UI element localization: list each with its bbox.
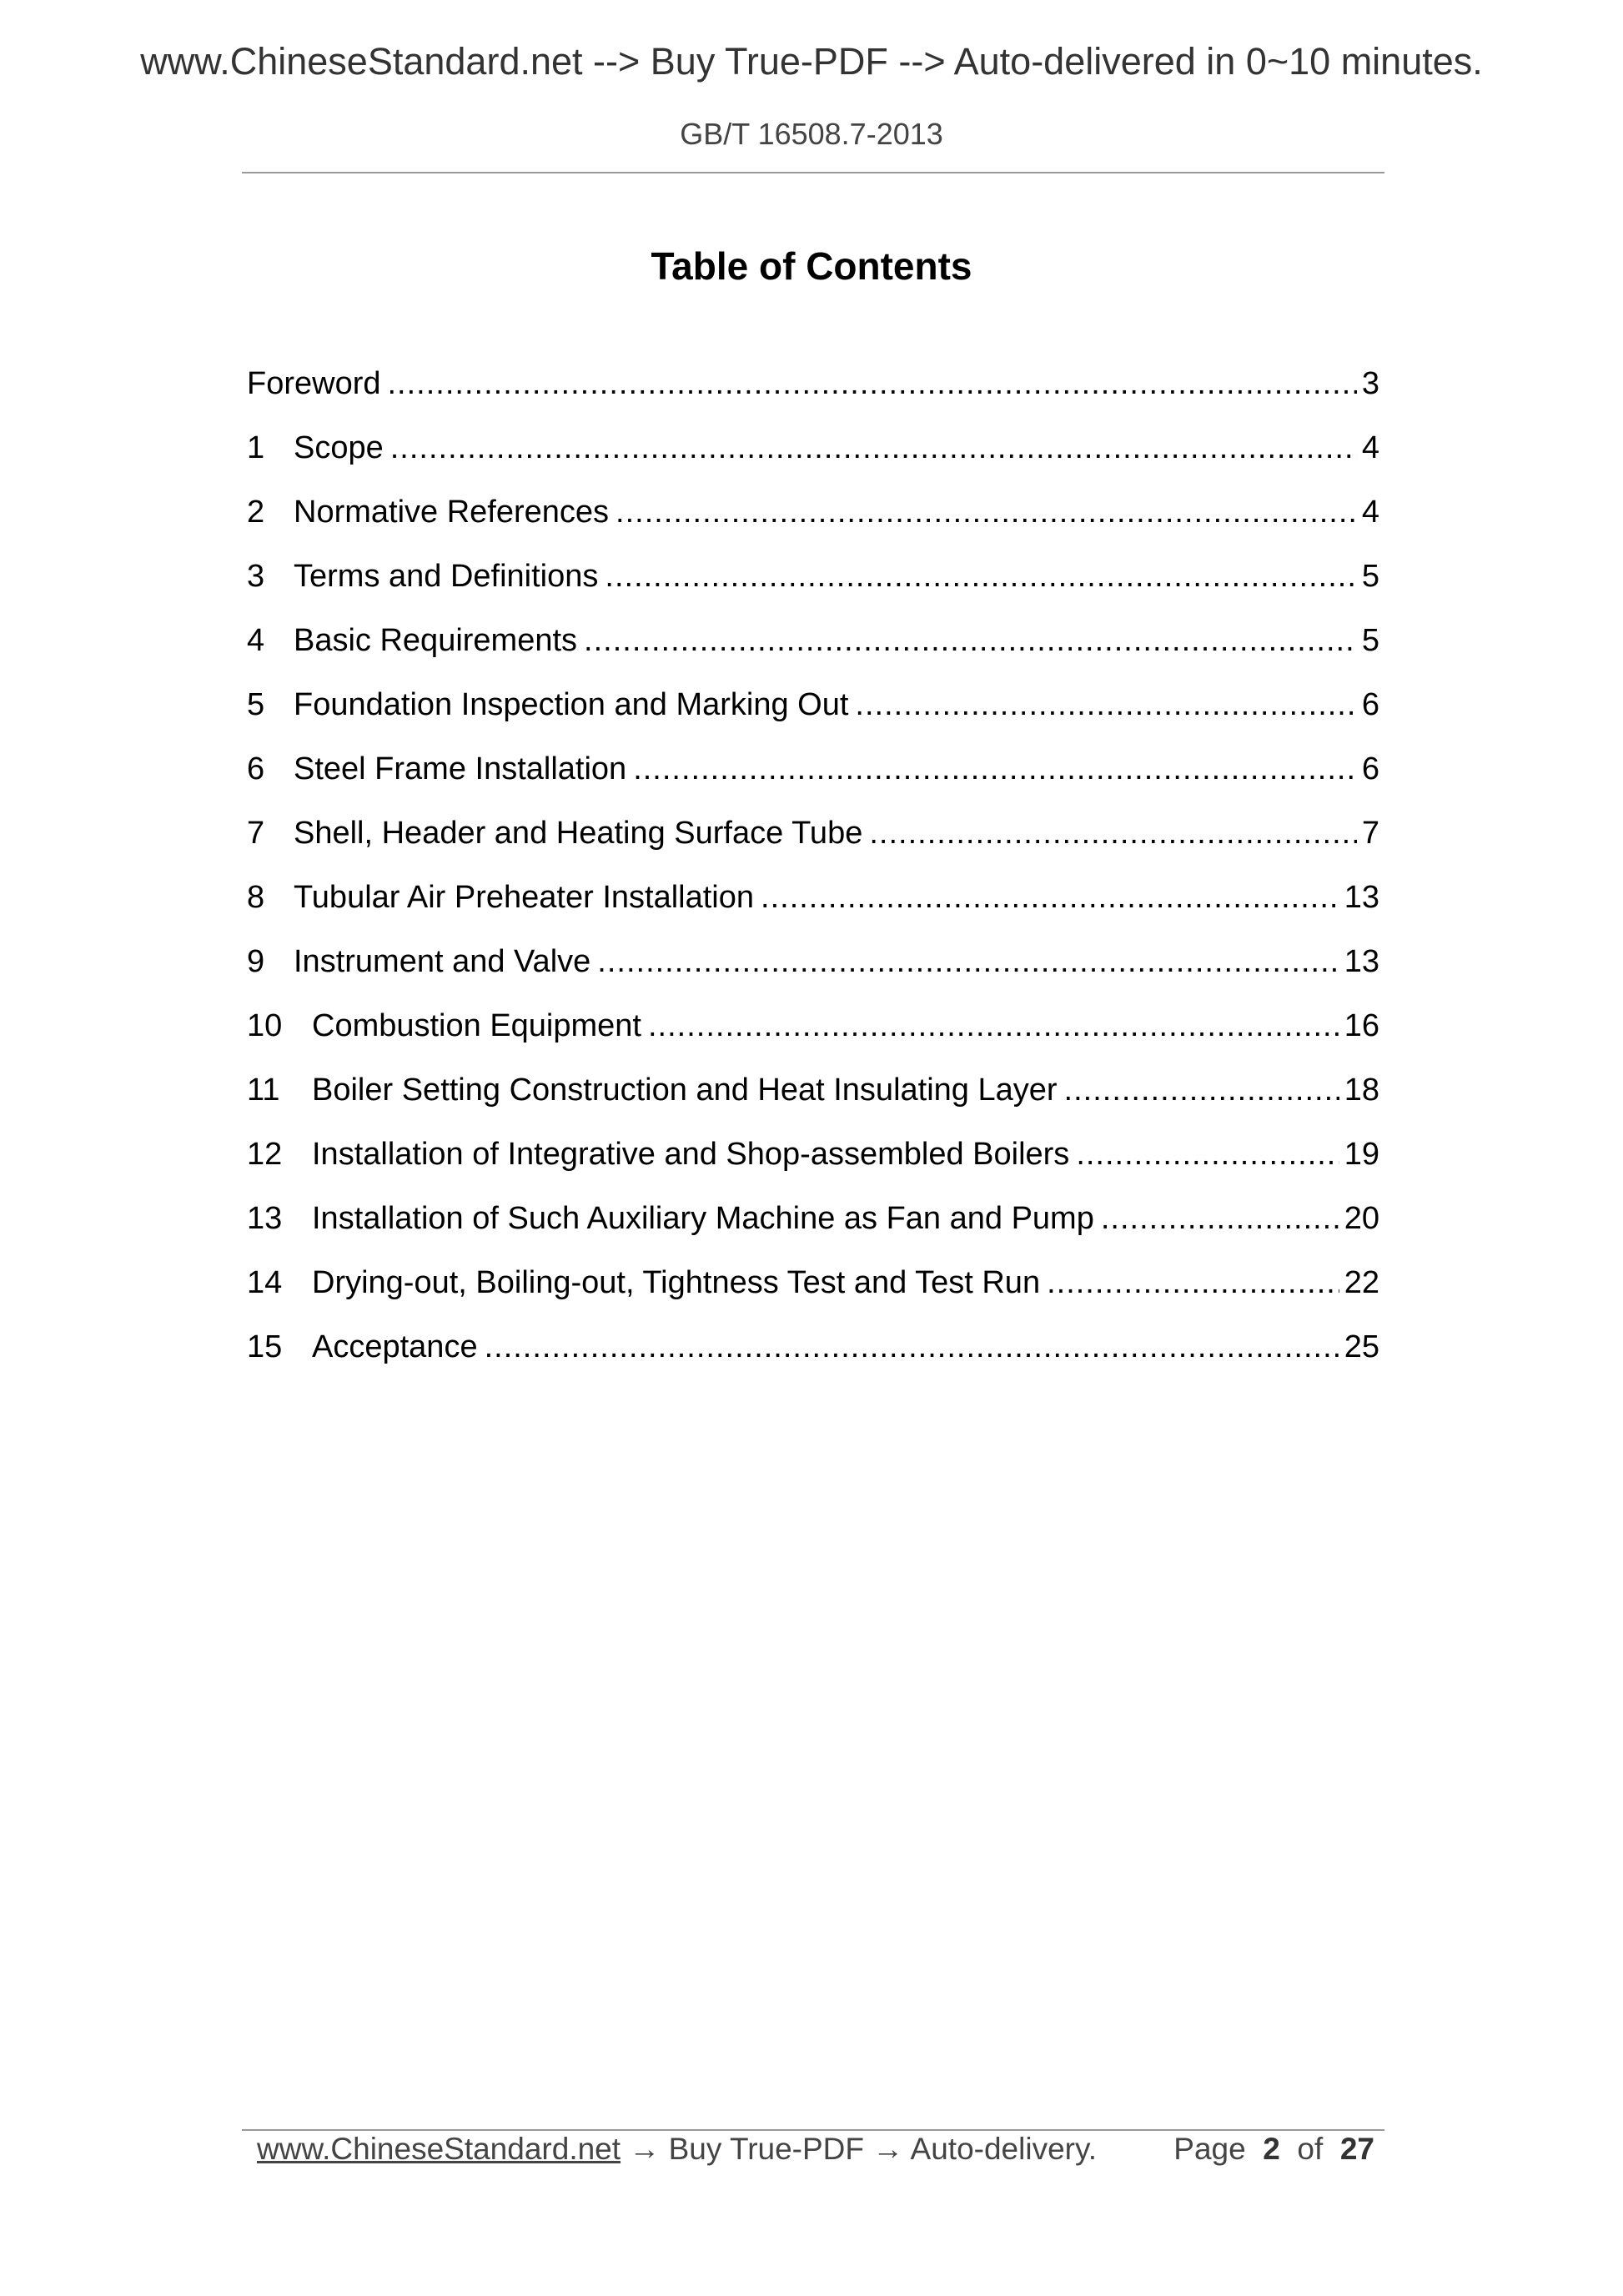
- toc-entry-number: 3: [247, 559, 265, 594]
- toc-entry[interactable]: [247, 1322, 1379, 1386]
- toc-entry-title: Boiler Setting Construction and Heat Insulating Layer: [312, 1073, 1058, 1108]
- toc-entry-title: Steel Frame Installation: [294, 751, 627, 786]
- toc-dot-leader: [1101, 1193, 1339, 1243]
- toc-entry-page: 20: [1344, 1201, 1379, 1236]
- toc-entry[interactable]: [247, 359, 1379, 423]
- toc-dot-leader: [485, 1322, 1339, 1372]
- footer-site-link[interactable]: www.ChineseStandard.net: [257, 2132, 621, 2166]
- toc-entry[interactable]: [247, 808, 1379, 872]
- toc-title: Table of Contents: [651, 244, 972, 288]
- toc-entry-page: 4: [1361, 495, 1379, 530]
- toc-entry-number: 9: [247, 944, 265, 979]
- toc-entry-title: Foundation Inspection and Marking Out: [294, 687, 849, 722]
- arrow-right-icon: →: [872, 2132, 904, 2166]
- toc-entry-title: Terms and Definitions: [294, 559, 599, 594]
- toc-entry-number: 10: [247, 1008, 283, 1043]
- toc-entry[interactable]: [247, 744, 1379, 808]
- toc-entry-title: Drying-out, Boiling-out, Tightness Test and Test Run: [312, 1265, 1041, 1300]
- toc-entry-number: 2: [247, 495, 265, 530]
- toc-entry-number: 12: [247, 1137, 283, 1172]
- toc-dot-leader: [584, 615, 1357, 666]
- toc-dot-leader: [605, 551, 1356, 601]
- toc-entry-page: 6: [1361, 751, 1379, 786]
- of-label: of: [1297, 2132, 1324, 2166]
- toc-dot-leader: [616, 487, 1357, 537]
- toc-dot-leader: [633, 744, 1357, 794]
- footer-buy-text: Buy True-PDF: [668, 2132, 865, 2166]
- toc-dot-leader: [390, 423, 1357, 473]
- toc-entry-page: 4: [1361, 430, 1379, 465]
- toc-entry-title: Shell, Header and Heating Surface Tube: [294, 816, 863, 851]
- toc-entry[interactable]: [247, 615, 1379, 680]
- toc-entry[interactable]: [247, 487, 1379, 551]
- toc-entry[interactable]: [247, 1193, 1379, 1258]
- toc-entry-page: 13: [1344, 944, 1379, 979]
- toc-entry[interactable]: [247, 1129, 1379, 1193]
- toc-dot-leader: [648, 1001, 1339, 1051]
- toc-entry[interactable]: [247, 937, 1379, 1001]
- toc-entry-number: 8: [247, 880, 265, 915]
- toc-entry-title: Combustion Equipment: [312, 1008, 641, 1043]
- header-divider: [242, 172, 1384, 173]
- toc-entry-title: Tubular Air Preheater Installation: [294, 880, 755, 915]
- toc-dot-leader: [1076, 1129, 1339, 1179]
- toc-entry-page: 7: [1361, 816, 1379, 851]
- toc-entry-number: 13: [247, 1201, 283, 1236]
- page-indicator: [1173, 2132, 1374, 2167]
- footer-divider: [242, 2129, 1384, 2131]
- toc-entry-page: 5: [1361, 559, 1379, 594]
- page-current: 2: [1263, 2132, 1280, 2166]
- arrow-right-icon: →: [629, 2132, 661, 2166]
- toc-entry-number: 5: [247, 687, 265, 722]
- toc-entry-number: 4: [247, 623, 265, 658]
- toc-entry-page: 22: [1344, 1265, 1379, 1300]
- toc-entry[interactable]: [247, 1001, 1379, 1065]
- toc-entry-title: Instrument and Valve: [294, 944, 591, 979]
- toc-dot-leader: [855, 680, 1356, 730]
- toc-entry-title: Scope: [294, 430, 384, 465]
- toc-entry-title: Basic Requirements: [294, 623, 578, 658]
- toc-entry-page: 5: [1361, 623, 1379, 658]
- toc-dot-leader: [869, 808, 1357, 858]
- toc-entry-title: Installation of Such Auxiliary Machine as Fan and Pump: [312, 1201, 1094, 1236]
- page-label: Page: [1173, 2132, 1246, 2166]
- toc-entry[interactable]: [247, 551, 1379, 615]
- toc-entry-title: Installation of Integrative and Shop-assembled Boilers: [312, 1137, 1070, 1172]
- toc-entry[interactable]: [247, 680, 1379, 744]
- toc-entry-number: 11: [247, 1073, 280, 1108]
- standard-code-header: GB/T 16508.7-2013: [680, 117, 943, 151]
- toc-entry-page: 16: [1344, 1008, 1379, 1043]
- toc-entry-number: 15: [247, 1329, 283, 1364]
- toc-entry[interactable]: [247, 423, 1379, 487]
- toc-dot-leader: [1064, 1065, 1339, 1115]
- toc-entry-number: 7: [247, 816, 265, 851]
- toc-dot-leader: [388, 359, 1357, 409]
- toc-entry-title: Foreword: [247, 366, 381, 401]
- toc-entry-page: 3: [1361, 366, 1379, 401]
- page-total: 27: [1339, 2132, 1374, 2166]
- toc-entry[interactable]: [247, 872, 1379, 937]
- toc-entry-number: 6: [247, 751, 265, 786]
- toc-entry-number: 1: [247, 430, 265, 465]
- toc-entry-page: 25: [1344, 1329, 1379, 1364]
- toc-entry[interactable]: [247, 1065, 1379, 1129]
- toc-dot-leader: [761, 872, 1339, 922]
- toc-entry-page: 19: [1344, 1137, 1379, 1172]
- toc-entry-page: 18: [1344, 1073, 1379, 1108]
- toc-entry[interactable]: [247, 1258, 1379, 1322]
- toc-dot-leader: [597, 937, 1339, 987]
- footer-delivery-text: Auto-delivery.: [910, 2132, 1098, 2166]
- toc-entry-title: Acceptance: [312, 1329, 478, 1364]
- top-banner: www.ChineseStandard.net --> Buy True-PDF --> Auto-delivered in 0~10 minutes.: [140, 40, 1483, 83]
- footer-left: [257, 2132, 1097, 2167]
- toc-dot-leader: [1047, 1258, 1339, 1308]
- toc-entry-number: 14: [247, 1265, 283, 1300]
- toc-entry-page: 6: [1361, 687, 1379, 722]
- toc-list: [247, 359, 1379, 1386]
- toc-entry-title: Normative References: [294, 495, 610, 530]
- toc-entry-page: 13: [1344, 880, 1379, 915]
